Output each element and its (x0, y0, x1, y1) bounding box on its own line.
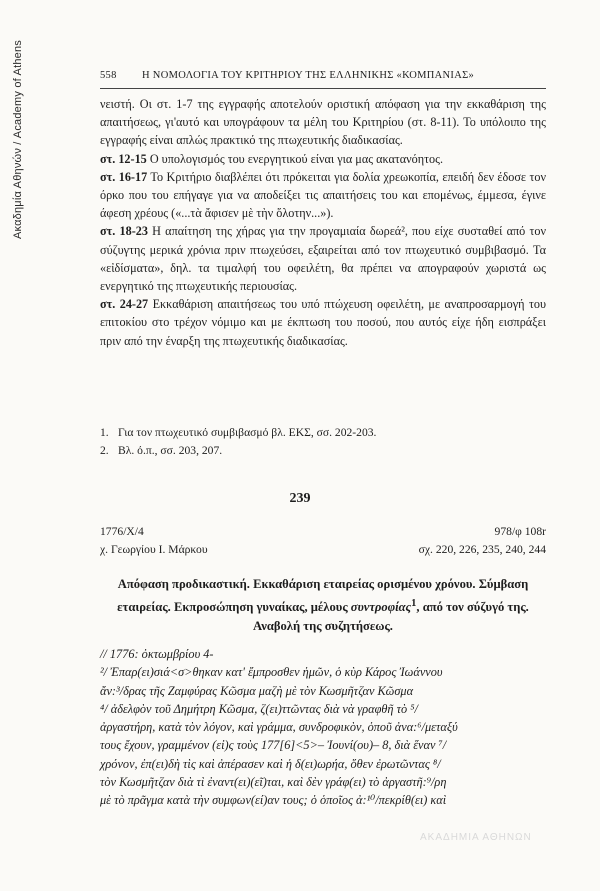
text-line: ²/ Ἐπαρ(ει)σιά<σ>θηκαν κατ' ἔμπροσθεν ἡμῶν, ὁ κὺρ Κάρος Ἰωάννου (100, 665, 443, 680)
text-line: ⁴/ ἀδελφὸν τοῦ Δημήτρη Κῶσμα, ζ(ει)ττῶντας διὰ νὰ γραφθῆ τὸ ⁵/ (100, 701, 418, 716)
commentary-paragraph: νειστή. Οι στ. 1-7 της εγγραφής αποτελούν οριστική απόφαση για την εκκαθάριση της απαιτήσεως, γι'αυτό και υπογράφουν τα μέλη του Κριτηρίου (στ. 8-11). Το υπόλοιπο της εγγραφής είναι απλώς πρακτικό της πτωχευτικής διαδικασίας. (100, 97, 546, 148)
running-title: Η ΝΟΜΟΛΟΓΙΑ ΤΟΥ ΚΡΙΤΗΡΙΟΥ ΤΗΣ ΕΛΛΗΝΙΚΗΣ «ΚΟΜΠΑΝΙΑΣ» (142, 70, 475, 81)
commentary-paragraph: στ. 18-23 Η απαίτηση της χήρας για την προγαμιαία δωρεά², που είχε συσταθεί από τον σύζυγτης μερικά χρόνια πριν πτωχεύσει, εξαιρείται από τον πτωχευτικό συμβιβασμό. Τα «εἰδίσματα», δηλ. τα τιμαλφή του οφειλέτη, θα πρέπει να απογραφούν χωριστά ως ενεργητικό της πτωχευτικής περιουσίας. (100, 224, 546, 294)
cross-references: σχ. 220, 226, 235, 240, 244 (418, 543, 546, 556)
text-line: ἀργαστήρη, κατὰ τὸν λόγον, καὶ γράμμα, συνδροφικὸν, ὁποῦ ἀνα:⁶/μεταξύ (100, 720, 458, 735)
transcribed-text (100, 645, 546, 810)
text-line: ἄν:³/δρας τῆς Ζαμφύρας Κῶσμα μαζὴ μὲ τὸν Κωσμῆτζαν Κῶσμα (100, 683, 414, 698)
text-line: χρόνον, ἐπ(ει)δὴ τὶς καὶ ἀπέρασεν καὶ ἡ δ(ει)ωρήα, ὅθεν ἐρωτῶντας ⁸/ (100, 756, 441, 771)
commentary-paragraph: στ. 16-17 Το Κριτήριο διαβλέπει ότι πρόκειται για δολία χρεωκοπία, επειδή δεν έδοσε τον όρκο που του επήγαγε για να αποδείξει τις απαιτήσεις του και επομένως, έμμεσα, έγινε άφεση χρέους («...τὰ ἄφισεν μὲ τὴν ὅλοτην...»). (100, 169, 546, 221)
header-rule (100, 88, 546, 89)
commentary-paragraph: στ. 12-15 Ο υπολογισμός του ενεργητικού είναι για μας ακατανόητος. (100, 151, 444, 166)
footnote: 1. Για τον πτωχευτικό συμβιβασμό βλ. ΕΚΣ, σσ. 202-203. (100, 426, 377, 439)
document-title: Απόφαση προδικαστική. Εκκαθάριση εταιρείας ορισμένου χρόνου. Σύμβαση εταιρείας. Εκπροσώπηση γυναίκας, μέλους συντροφίας$^1$, από τον σύζυγό της. Αναβολή της συζητήσεως. (117, 577, 529, 634)
watermark: ΑΚΑΔΗΜΙΑ ΑΘΗΝΩΝ (420, 832, 532, 843)
text-line: τὸν Κωσμῆτζαν διὰ τὶ ἐναντ(ει)(εῖ)ται, καὶ δὲν γράφ(ει) τὸ ἀργαστῆ:⁹/ρη (100, 775, 447, 790)
commentary-paragraph: στ. 24-27 Εκκαθάριση απαιτήσεως του υπό πτώχευση οφειλέτη, με αναπροσαρμογή του επιτοκίου στο τρέχον νόμιμο και με έκπτωση του ποσού, που αυτός είχε ήδη εισπράξει πριν από την έναρξη της πτωχευτικής διαδικασίας. (100, 297, 546, 348)
document-date: 1776/X/4 (100, 525, 144, 538)
document-number: 239 (289, 491, 311, 506)
page-number: 558 (100, 70, 117, 81)
commentary-block (100, 95, 546, 350)
text-line: τους ἔχουν, γραμμένον (εἰ)ς τοὺς 177[6]<5>– Ἰουνί(ου)– 8, διὰ ἕναν ⁷/ (100, 738, 447, 753)
text-line: μὲ τὸ πρᾶγμα κατὰ τὴν συμφων(εί)αν τους; ὁ ὁποῖος ἀ:¹⁰/πεκρίθ(ει) καὶ (100, 793, 447, 808)
footnote: 2. Βλ. ό.π., σσ. 203, 207. (100, 444, 223, 457)
archive-side-label: Ακαδημία Αθηνών / Academy of Athens (12, 40, 24, 240)
document-author: χ. Γεωργίου Ι. Μάρκου (100, 543, 208, 556)
text-line: // 1776: ὀκτωμβρίου 4- (100, 647, 214, 661)
footnotes (100, 424, 546, 460)
document-reference: 978/φ 108r (494, 525, 546, 538)
